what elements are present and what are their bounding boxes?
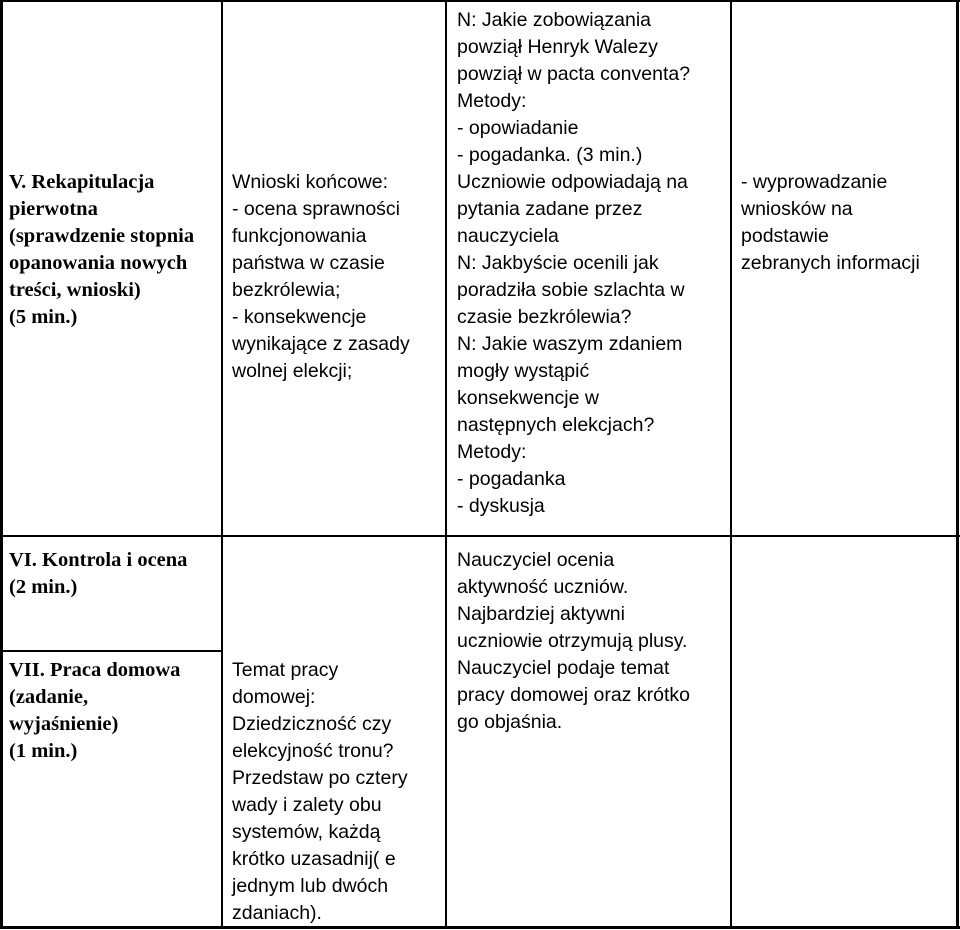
content-line: Dziedziczność czy	[232, 713, 392, 735]
content-line: wynikające z zasady	[232, 333, 410, 355]
stage-line: treści, wnioski)	[9, 279, 141, 301]
column-divider-1	[221, 0, 223, 929]
methods-line: pracy domowej oraz krótko	[457, 684, 691, 706]
column-divider-3	[730, 0, 732, 929]
methods-line: N: Jakie zobowiązania	[457, 9, 652, 31]
stage-line: VI. Kontrola i ocena	[9, 549, 188, 571]
table-border-right	[956, 0, 959, 929]
methods-line: Najbardziej aktywni	[457, 603, 625, 625]
methods-line: następnych elekcjach?	[457, 414, 655, 436]
content-cell-homework	[232, 657, 408, 927]
methods-cell-assessment-homework	[457, 547, 690, 736]
content-line: - konsekwencje	[232, 306, 367, 328]
column-divider-2	[445, 0, 447, 929]
methods-line: uczniowie otrzymują plusy.	[457, 630, 688, 652]
content-line: wolnej elekcji;	[232, 360, 353, 382]
content-line: państwa w czasie	[232, 252, 385, 274]
methods-line: Uczniowie odpowiadają na	[457, 171, 688, 193]
stage-cell-recap	[9, 169, 194, 331]
content-line: - ocena sprawności	[232, 198, 400, 220]
methods-line: mogły wystąpić	[457, 360, 590, 382]
stage-line: opanowania nowych	[9, 252, 188, 274]
methods-line: N: Jakie waszym zdaniem	[457, 333, 683, 355]
table-border-left	[0, 0, 3, 929]
content-line: systemów, każdą	[232, 821, 381, 843]
content-line: elekcyjność tronu?	[232, 740, 394, 762]
stage-line: wyjaśnienie)	[9, 713, 119, 735]
stage-line: pierwotna	[9, 198, 98, 220]
methods-line: Nauczyciel ocenia	[457, 549, 615, 571]
content-cell-conclusions	[232, 169, 410, 385]
methods-line: Metody:	[457, 441, 527, 463]
goals-line: zebranych informacji	[741, 252, 920, 274]
content-line: wady i zalety obu	[232, 794, 382, 816]
table-border-bottom	[0, 926, 960, 929]
methods-line: poradziła sobie szlachta w	[457, 279, 685, 301]
stage-line: (5 min.)	[9, 306, 78, 328]
methods-line: czasie bezkrólewia?	[457, 306, 632, 328]
row-divider-2	[0, 650, 223, 652]
content-line: bezkrólewia;	[232, 279, 341, 301]
stage-cell-homework	[9, 657, 180, 765]
content-line: zdaniach).	[232, 902, 322, 924]
content-line: Przedstaw po cztery	[232, 767, 408, 789]
row-divider-1	[0, 535, 960, 537]
content-line: krótko uzasadnij( e	[232, 848, 396, 870]
methods-line: - pogadanka	[457, 468, 566, 490]
methods-line: konsekwencje w	[457, 387, 599, 409]
stage-line: (1 min.)	[9, 740, 78, 762]
methods-cell-discussion	[457, 7, 690, 520]
content-line: funkcjonowania	[232, 225, 367, 247]
content-line: Temat pracy	[232, 659, 339, 681]
methods-line: - opowiadanie	[457, 117, 579, 139]
stage-line: V. Rekapitulacja	[9, 171, 155, 193]
content-line: jednym lub dwóch	[232, 875, 389, 897]
content-line: Wnioski końcowe:	[232, 171, 389, 193]
methods-line: aktywność uczniów.	[457, 576, 629, 598]
goals-line: podstawie	[741, 225, 829, 247]
methods-line: - pogadanka. (3 min.)	[457, 144, 643, 166]
methods-line: pytania zadane przez	[457, 198, 643, 220]
stage-line: (2 min.)	[9, 576, 78, 598]
goals-cell-conclusions	[741, 169, 920, 277]
methods-line: Nauczyciel podaje temat	[457, 657, 670, 679]
stage-line: (sprawdzenie stopnia	[9, 225, 195, 247]
methods-line: nauczyciela	[457, 225, 559, 247]
stage-line: VII. Praca domowa	[9, 659, 181, 681]
stage-cell-assessment	[9, 547, 187, 601]
table-border-top	[0, 0, 960, 2]
stage-line: (zadanie,	[9, 686, 89, 708]
goals-line: - wyprowadzanie	[741, 171, 888, 193]
methods-line: powziął Henryk Walezy	[457, 36, 658, 58]
methods-line: Metody:	[457, 90, 527, 112]
methods-line: powziął w pacta conventa?	[457, 63, 691, 85]
methods-line: go objaśnia.	[457, 711, 563, 733]
goals-line: wniosków na	[741, 198, 853, 220]
content-line: domowej:	[232, 686, 316, 708]
methods-line: N: Jakbyście ocenili jak	[457, 252, 659, 274]
methods-line: - dyskusja	[457, 495, 545, 517]
